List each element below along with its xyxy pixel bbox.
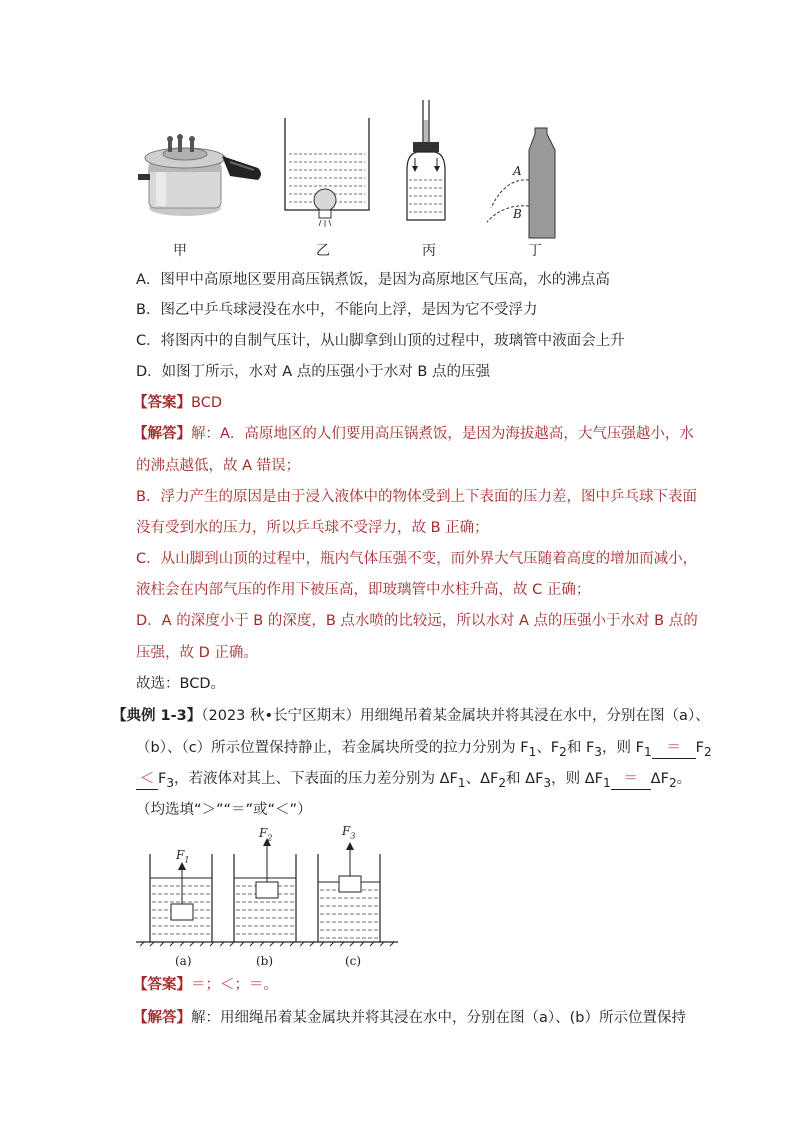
point-b-label: B xyxy=(513,207,522,221)
answer-blank-3: ＝ xyxy=(611,769,651,790)
water-bottle-jets xyxy=(487,128,555,238)
buoyancy-figures xyxy=(136,820,406,970)
bottom-figures xyxy=(136,820,406,970)
text: ，若液体对其上、下表面的压力差分别为 ΔF xyxy=(174,771,458,787)
answer-1 xyxy=(133,393,222,413)
text: 、ΔF xyxy=(465,771,499,787)
option-c: C．将图丙中的自制气压计，从山脚拿到山顶的过程中，玻璃管中液面会上升 xyxy=(136,333,625,349)
sub: 1 xyxy=(602,775,611,790)
example-line-4: （均选填“＞”“＝”或“＜”） xyxy=(136,802,312,818)
force-label-f2 xyxy=(259,826,272,842)
example-line-2 xyxy=(136,738,712,762)
caption-ding: 丁 xyxy=(528,243,542,259)
text: 和 ΔF xyxy=(506,771,544,787)
option-d: D．如图丁所示，水对 A 点的压强小于水对 B 点的压强 xyxy=(136,364,490,380)
homemade-barometer xyxy=(407,100,445,220)
text: 、F xyxy=(536,740,560,756)
solution-1-line-5: C．从山脚到山顶的过程中，瓶内气体压强不变，而外界大气压随着高度的增加而减小， xyxy=(136,551,698,567)
solution-1-line-3: B．浮力产生的原因是由于浸入液体中的物体受到上下表面的压力差，图中乒乓球下表面 xyxy=(136,489,697,505)
caption-bing: 丙 xyxy=(422,243,436,259)
force-f: F xyxy=(259,826,268,840)
answer-blank-1: ＝ xyxy=(652,738,696,759)
figure-label-b: (b) xyxy=(256,954,274,968)
solution-1-line-1 xyxy=(133,424,694,444)
sub: 3 xyxy=(166,775,175,790)
sub: 2 xyxy=(559,744,567,759)
solution-1-line-4: 没有受到水的压力，所以乒乓球不受浮力，故 B 正确； xyxy=(136,520,489,536)
point-a-label: A xyxy=(513,164,522,178)
force-sub: 1 xyxy=(184,855,190,865)
answer-tag: 【答案】 xyxy=(133,395,191,411)
pressure-cooker-image xyxy=(138,134,261,216)
force-label-f3 xyxy=(342,824,355,840)
figure-label-a: (a) xyxy=(175,954,192,968)
text: ，则 F xyxy=(601,740,644,756)
force-sub: 3 xyxy=(350,831,356,841)
text: （b）、（c）所示位置保持静止，若金属块所受的拉力分别为 F xyxy=(136,740,529,756)
solution-1-line-2: 的沸点越低，故 A 错误； xyxy=(136,458,301,474)
text: ΔF xyxy=(650,771,669,787)
solution-text: 解：A．高原地区的人们要用高压锅煮饭，是因为海拔越高，大气压强越小，水 xyxy=(191,426,694,442)
text: 和 F xyxy=(566,740,595,756)
text: 。 xyxy=(676,771,692,787)
beaker-a xyxy=(150,854,212,942)
text: F xyxy=(695,740,704,756)
text: ，则 ΔF xyxy=(551,771,603,787)
force-label-f1 xyxy=(176,848,189,864)
beaker-c xyxy=(318,842,380,942)
example-line-1 xyxy=(112,706,710,726)
top-figures xyxy=(130,100,690,260)
answer-tag: 【答案】 xyxy=(133,977,191,993)
solution-1-line-6: 液柱会在内部气压的作用下被压高，即玻璃管中水柱升高，故 C 正确； xyxy=(136,582,591,598)
solution-1-line-7: D．A 的深度小于 B 的深度，B 点水喷的比较远，所以水对 A 点的压强小于水对 B 点的 xyxy=(136,613,698,629)
sub: 3 xyxy=(543,775,552,790)
sub: 3 xyxy=(594,744,602,759)
sub: 1 xyxy=(457,775,466,790)
example-line-3 xyxy=(136,769,691,793)
force-sub: 2 xyxy=(267,833,273,843)
force-f: F xyxy=(176,848,185,862)
example-tag: 【典例 1-3】 xyxy=(112,708,202,724)
figure-label-c: (c) xyxy=(345,954,362,968)
pingpong-container xyxy=(285,118,369,227)
force-f: F xyxy=(342,824,351,838)
option-a: A．图甲中高原地区要用高压锅煮饭，是因为高原地区气压高，水的沸点高 xyxy=(136,272,610,288)
answer-value: BCD xyxy=(191,395,222,411)
solution-1-line-8: 压强，故 D 正确。 xyxy=(136,645,258,661)
sub: 2 xyxy=(498,775,507,790)
caption-jia: 甲 xyxy=(173,243,187,259)
beaker-b xyxy=(234,838,296,942)
sub: 1 xyxy=(528,744,537,759)
caption-yi: 乙 xyxy=(316,243,330,259)
solution-tag: 【解答】 xyxy=(133,426,191,442)
answer-2 xyxy=(133,975,278,995)
solution-text: 解：用细绳吊着某金属块并将其浸在水中，分别在图（a）、(b）所示位置保持 xyxy=(191,1010,686,1026)
solution-tag: 【解答】 xyxy=(133,1010,191,1026)
sub: 2 xyxy=(703,744,712,759)
solution-1-conclusion: 故选：BCD。 xyxy=(136,676,225,692)
physics-figures-top xyxy=(130,100,690,260)
sub: 1 xyxy=(643,744,652,759)
answer-value: ＝；＜；＝。 xyxy=(191,977,278,993)
example-text-1: （2023 秋•长宁区期末）用细绳吊着某金属块并将其浸在水中，分别在图（a）、 xyxy=(201,708,710,724)
answer-blank-2: ＜ xyxy=(136,769,158,790)
option-b: B．图乙中乒乓球浸没在水中，不能向上浮，是因为它不受浮力 xyxy=(136,302,538,318)
sub: 2 xyxy=(668,775,677,790)
text: F xyxy=(158,771,167,787)
solution-2 xyxy=(133,1008,686,1028)
